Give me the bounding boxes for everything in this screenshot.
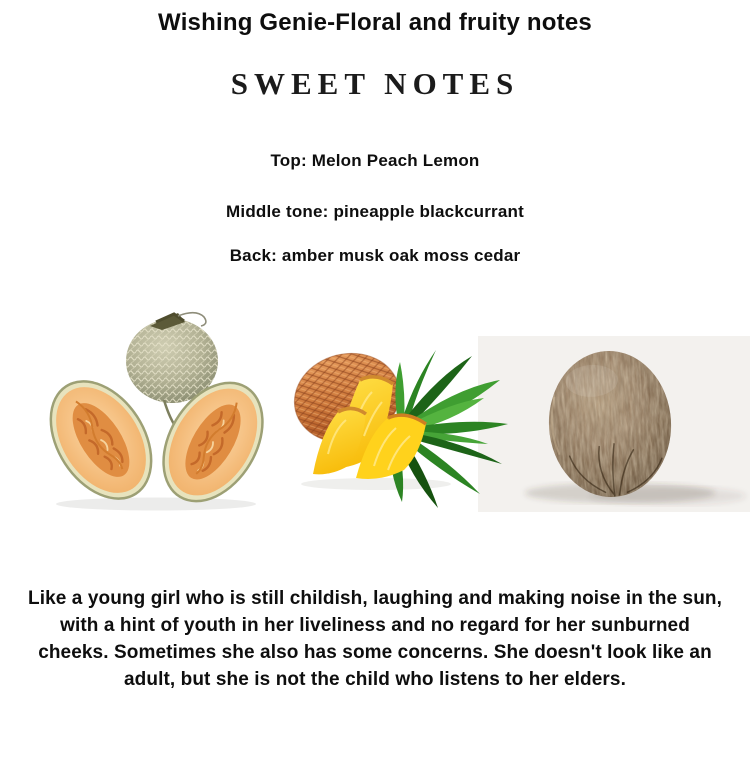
- middle-note-line: Middle tone: pineapple blackcurrant: [226, 202, 524, 221]
- fragrance-description: Like a young girl who is still childish, laughing and making noise in the sun, with a hint of youth in her liveliness and no regard for her sunburned cheeks. Sometimes she also has some concerns. She doesn't look like an adult, but she is not the child who listens to her elders.: [28, 588, 722, 690]
- page-title: Wishing Genie-Floral and fruity notes: [158, 9, 592, 36]
- musk-pod-image: [478, 336, 750, 512]
- back-note-line: Back: amber musk oak moss cedar: [229, 246, 521, 265]
- pineapple-image: [276, 332, 511, 527]
- top-note-line: Top: Melon Peach Lemon: [270, 151, 480, 170]
- melon-image: [38, 306, 270, 511]
- sweet-notes-heading: SWEET NOTES: [230, 66, 520, 101]
